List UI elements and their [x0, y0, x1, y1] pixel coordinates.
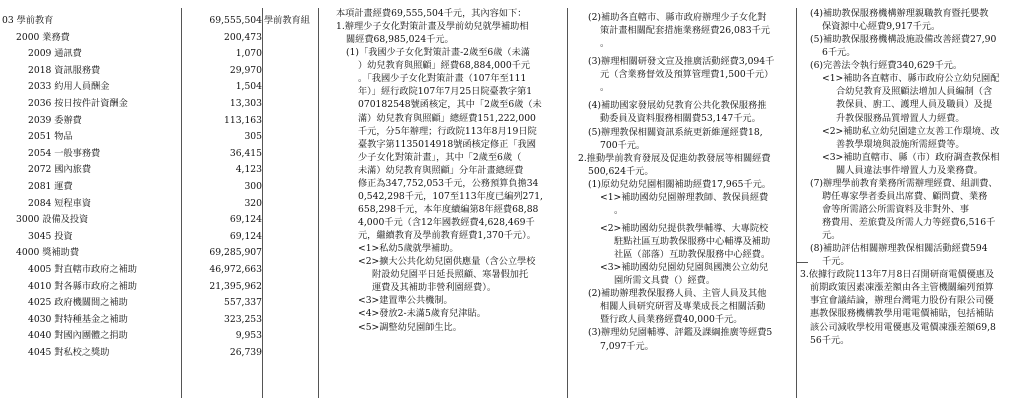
budget-item-name: 4040 對國內團體之捐助 — [28, 330, 128, 342]
divider-line — [567, 8, 568, 398]
text-line: <1>補助國幼兒園辦理教師、教保員經費 — [600, 191, 769, 203]
text-line: 658,298千元，本年度續編第8年經費68,88 — [358, 203, 539, 215]
budget-item-amount: 200,473 — [224, 31, 262, 43]
budget-row — [0, 197, 330, 210]
text-line: 。「我國少子女化對策計畫（107年至111 — [358, 73, 527, 85]
budget-row — [0, 296, 330, 309]
budget-item-name: 2000 業務費 — [16, 31, 70, 43]
text-line: <5>調整幼兒園師生比。 — [358, 321, 462, 333]
budget-row — [0, 47, 330, 60]
text-line: 4,000千元（含12年國教經費4,628,469千 — [358, 217, 535, 228]
text-line: 惠教保服務機構教學用電電價補貼，包括補貼 — [810, 308, 994, 320]
text-line: (5)辦理教保相關資訊系統更新維運經費18, — [588, 126, 763, 138]
text-line: 運費及其補助非營利園經費）。 — [372, 282, 497, 294]
text-line: 修正為347,752,053千元，公務預算負擔34 — [358, 177, 539, 189]
budget-row — [0, 163, 330, 176]
budget-item-amount: 323,253 — [224, 313, 262, 325]
budget-row — [0, 80, 330, 93]
budget-item-amount: 36,415 — [229, 147, 262, 159]
text-line: 元。 — [822, 230, 841, 242]
budget-item-name: 2081 運費 — [28, 181, 73, 192]
text-column-1 — [336, 7, 564, 334]
text-line: (3)辦理幼兒園輔導、評鑑及課綱推廣等經費5 — [588, 327, 773, 339]
text-line: <1>私幼5歲就學補助。 — [358, 243, 459, 255]
budget-row — [0, 246, 330, 259]
text-line: 元，繼續教育及學前教育經費1,370千元）。 — [358, 230, 536, 242]
budget-item-amount: 557,337 — [224, 297, 262, 309]
text-line: <1>補助各直轄市、縣市政府公立幼兒園配 — [822, 73, 1000, 85]
text-line: 善教學環境與設施所需經費等。 — [836, 138, 965, 150]
budget-row — [0, 313, 330, 326]
text-line: (3)辦理相關研發文宣及推廣活動經費3,094千 — [588, 56, 775, 68]
text-line: 策計畫相關配套措施業務經費26,083千元 — [600, 25, 770, 37]
budget-item-amount: 69,124 — [229, 214, 262, 226]
text-column-2 — [578, 11, 794, 353]
budget-item-amount: 1,070 — [235, 48, 262, 60]
budget-item-name: 2039 委辦費 — [28, 114, 82, 126]
text-line: (4)補助教保服務機構辦理親職教育暨托嬰教 — [810, 8, 989, 19]
text-line: 聘任專家學者委員出席費、顧問費、業務 — [822, 190, 988, 202]
text-line: 關經費68,985,024千元。 — [346, 34, 454, 46]
text-line: (2)補助辦理教保服務人員、主管人員及其他 — [588, 288, 767, 300]
text-line: 少子女化對策計畫」，其中「2歲至6歲（ — [358, 151, 522, 163]
text-line: 070182548號函核定，其中「2歲至6歲（未 — [358, 99, 542, 111]
budget-row — [0, 31, 330, 44]
text-line: 2.推動學前教育發展及促進幼教發展等相關經費 — [578, 152, 771, 164]
budget-row — [0, 147, 330, 160]
budget-item-amount: 4,123 — [235, 164, 262, 176]
text-line: 。 — [600, 82, 610, 94]
text-line: 務費用、差旅費及所需人力等經費6,516千 — [822, 217, 996, 228]
budget-item-amount: 69,285,907 — [209, 247, 262, 259]
budget-row — [0, 64, 330, 77]
text-line: 教保員、廚工、護理人員及職員）及提 — [836, 99, 993, 111]
budget-row — [0, 230, 330, 243]
text-line: (2)補助各直轄市、縣市政府辦理少子女化對 — [588, 12, 767, 23]
budget-item-name: 2036 按日按件計資酬金 — [28, 98, 128, 109]
text-line: 保資源中心經費9,917千元。 — [822, 21, 941, 33]
text-line: 年）」經行政院107年7月25日院臺教字第1 — [358, 86, 533, 98]
text-line: 未滿）幼兒教育與照顧」分年計畫總經費 — [358, 164, 524, 176]
budget-item-name: 2054 一般事務費 — [28, 147, 101, 159]
budget-unit-name: 學前教育組 — [264, 15, 310, 26]
text-line: 3.依據行政院113年7月8日召開研商電價優惠及 — [800, 269, 995, 281]
budget-item-name: 2051 物品 — [28, 131, 73, 143]
text-line: 滿）幼兒教育與照顧」總經費151,222,000 — [358, 112, 536, 124]
budget-item-name: 4045 對私校之獎助 — [28, 347, 110, 358]
text-line: 社區（部落）互助教保服務中心經費。 — [614, 249, 771, 261]
budget-item-name: 4010 對各縣市政府之補助 — [28, 280, 137, 292]
budget-row — [0, 180, 330, 193]
text-column-3 — [800, 7, 1020, 347]
budget-row — [0, 213, 330, 226]
text-line: 臺教字第1135014918號函核定修正「我國 — [358, 138, 536, 150]
budget-row — [0, 97, 330, 110]
text-line: 700千元。 — [600, 139, 646, 151]
budget-item-name: 2084 短程車資 — [28, 197, 92, 209]
text-line: 駐點社區互助教保服務中心輔導及補助 — [614, 236, 771, 247]
text-line: 7,097千元。 — [600, 340, 654, 352]
text-line: 元（含業務督效及預算管理費1,500千元） — [600, 69, 774, 81]
budget-item-name: 4025 政府機關間之補助 — [28, 297, 128, 309]
text-line: <4>發放2-未滿5歲育兒津貼。 — [358, 308, 486, 320]
text-line: (8)補助評估相關辦理教保相關活動經費594 — [810, 243, 988, 255]
text-line: 56千元。 — [810, 334, 850, 346]
text-line: 動委員及資料服務相關費53,147千元。 — [600, 113, 761, 125]
text-line: (1)原幼兒幼兒園相關補助經費17,965千元。 — [588, 178, 771, 190]
budget-item-name: 4005 對直轄市政府之補助 — [28, 264, 137, 275]
text-line: 合幼兒教育及照顧法增加人員編制（含 — [836, 86, 993, 98]
budget-item-amount: 29,970 — [229, 64, 262, 76]
budget-item-amount: 113,163 — [224, 114, 262, 126]
text-line: (7)辦理學前教育業務所需辦理經費、組訓費、 — [810, 177, 998, 189]
text-line: <3>建置準公共機制。 — [358, 295, 453, 307]
budget-row — [0, 130, 330, 143]
budget-item-amount: 69,555,504 — [209, 15, 262, 26]
text-line: (1)「我國少子女化對策計畫-2歲至6歲（未滿 — [346, 47, 530, 59]
budget-table — [0, 0, 330, 403]
budget-item-amount: 300 — [244, 181, 262, 192]
budget-item-amount: 305 — [244, 131, 262, 143]
text-line: <2>補助國幼兒提供教學輔導、大專院校 — [600, 222, 769, 234]
budget-item-amount: 9,953 — [235, 330, 262, 342]
text-line: 事宜會議結論，辦理台灣電力股份有限公司優 — [810, 295, 994, 307]
text-line: (6)完善法令執行經費340,629千元。 — [810, 60, 963, 72]
budget-item-name: 2009 通訊費 — [28, 48, 82, 60]
budget-item-name: 2072 國內旅費 — [28, 164, 92, 176]
text-line: <2>擴大公共化幼兒園供應量（含公立學校 — [358, 256, 536, 268]
text-line: 本項計畫經費69,555,504千元，其內容如下： — [336, 8, 527, 19]
budget-row — [0, 14, 330, 27]
budget-row — [0, 263, 330, 276]
text-line: (5)補助教保服務機構設施設備改善經費27,90 — [810, 34, 997, 46]
text-line: 相關人員研究研習及專業成長之相關活動 — [600, 301, 766, 313]
text-line: 附設幼兒園平日延長照顧、寒暑假加托 — [372, 269, 529, 281]
text-line: 暨行政人員業務經費40,000千元。 — [600, 314, 743, 326]
budget-item-amount: 320 — [244, 197, 262, 209]
budget-item-name: 3045 投資 — [28, 230, 73, 242]
divider-line — [796, 8, 797, 398]
text-line: 500,624千元。 — [588, 165, 654, 177]
text-line: 會等所需諮公所需資料及非對外、事 — [822, 203, 969, 215]
text-line: ）幼兒教育與照顧」經費68,884,000千元 — [358, 60, 531, 72]
budget-item-name: 2033 約用人員酬金 — [28, 81, 110, 93]
text-line: 1.辦理少子女化對策計畫及學前幼兒就學補助相 — [336, 21, 529, 33]
budget-row — [0, 280, 330, 293]
budget-item-amount: 46,972,663 — [209, 264, 262, 275]
budget-item-amount: 13,303 — [229, 98, 262, 109]
budget-item-name: 4000 獎補助費 — [16, 247, 80, 259]
text-line: <3>補助國幼兒園幼兒園與國澳公立幼兒 — [600, 262, 769, 274]
budget-row — [0, 346, 330, 359]
budget-item-name: 3000 設備及投資 — [16, 214, 89, 226]
budget-row — [0, 114, 330, 127]
text-line: 園所需文具費（）經費。 — [614, 275, 716, 287]
text-line: 6千元。 — [822, 47, 856, 59]
budget-row — [0, 329, 330, 342]
text-line: 千元。 — [822, 256, 850, 268]
text-line: <3>補助直轄市、縣（市）政府調查教保相 — [822, 151, 1000, 163]
budget-item-amount: 26,739 — [229, 347, 262, 358]
text-line: (4)補助國家發展幼兒教育公共化教保服務推 — [588, 100, 767, 112]
budget-item-name: 4030 對特種基金之補助 — [28, 313, 128, 325]
text-line: 該公司減收學校用電優惠及電價凍漲差額69,8 — [810, 321, 996, 333]
budget-item-amount: 1,504 — [235, 81, 262, 93]
text-line: 。 — [614, 204, 624, 216]
text-line: 關人員違法事件增置人力及業務費。 — [836, 164, 983, 176]
budget-item-name: 2018 資訊服務費 — [28, 64, 101, 76]
text-line: 前期政策因素凍漲差額由各主管機關編列預算 — [810, 282, 994, 294]
text-line: 。 — [600, 38, 610, 50]
budget-item-amount: 21,395,962 — [209, 280, 262, 292]
text-line: <2>補助私立幼兒園建立友善工作環境、改 — [822, 125, 1000, 137]
budget-item-name: 03 學前教育 — [2, 15, 54, 26]
budget-item-amount: 69,124 — [229, 230, 262, 242]
text-line: 千元，分5年辦理；行政院113年8月19日院 — [358, 125, 537, 137]
text-line: 0,542,298千元，107至113年度已編列271, — [358, 190, 543, 202]
text-line: 升教保服務品質增置人力經費。 — [836, 112, 965, 124]
